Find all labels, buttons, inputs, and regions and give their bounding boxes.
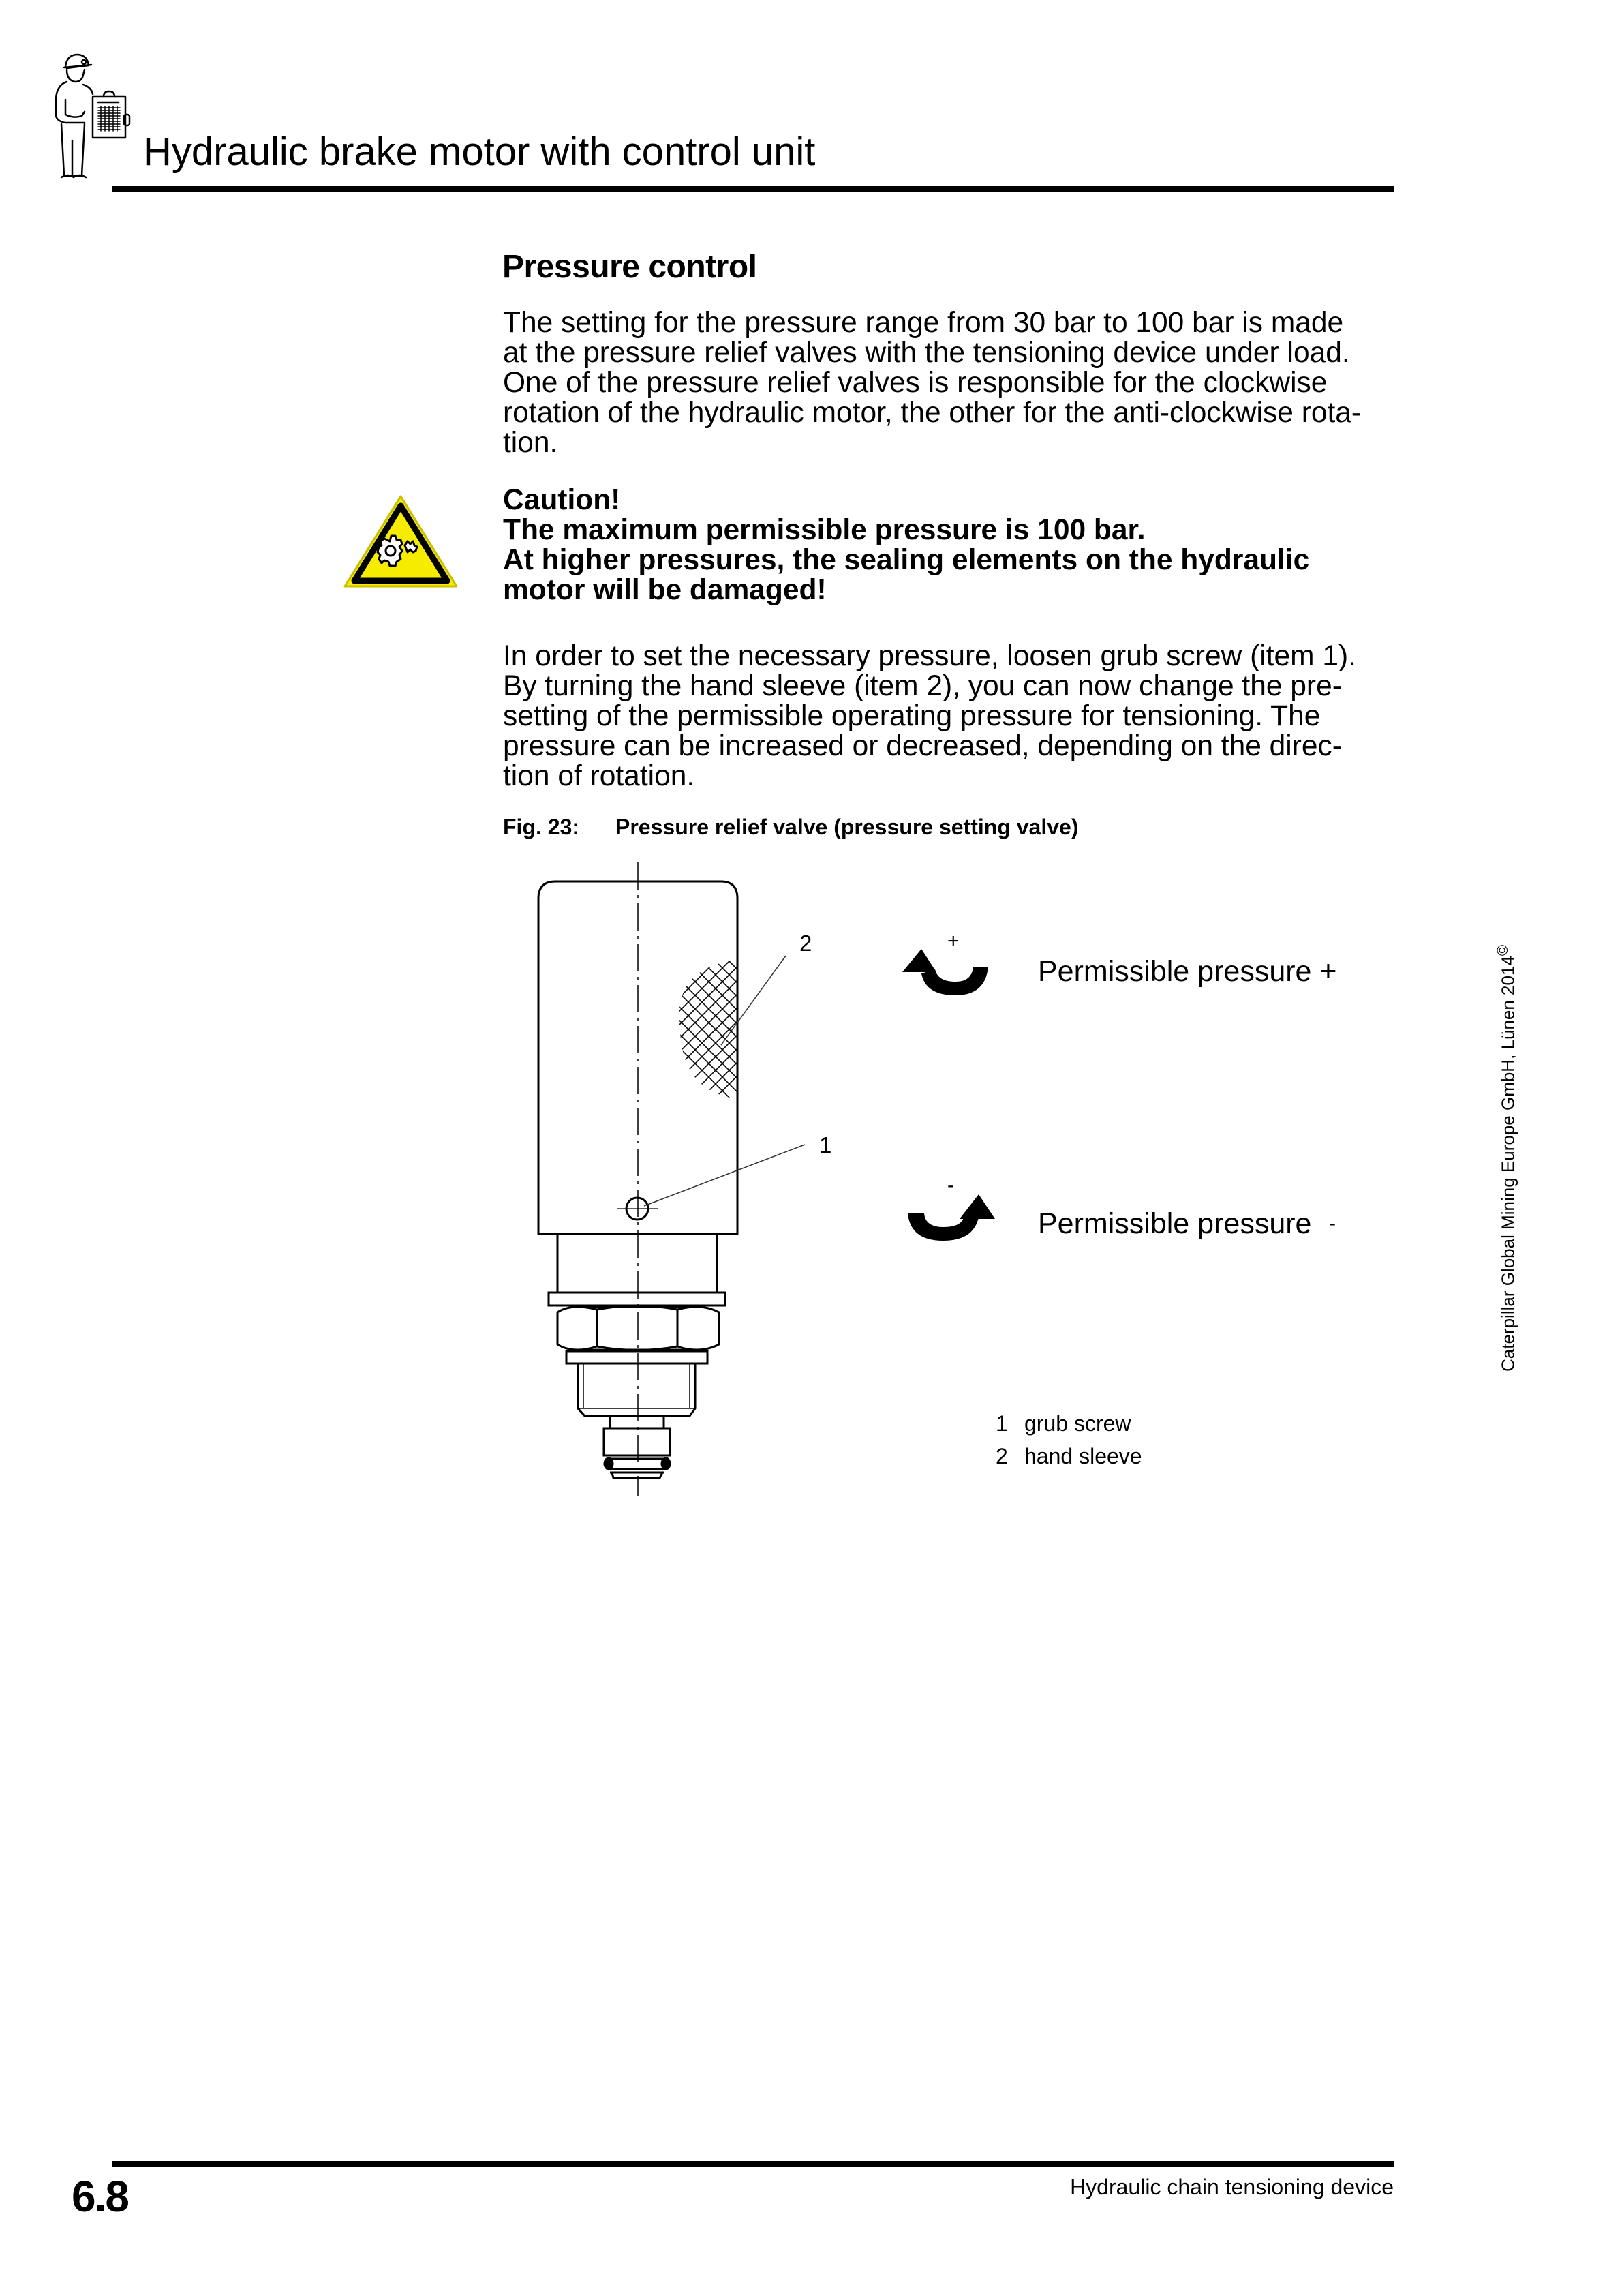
page-number: 6.8 bbox=[72, 2172, 128, 2221]
warning-triangle-broken-gear-icon bbox=[342, 494, 459, 589]
plus-sign: + bbox=[947, 930, 960, 952]
caution-line: The maximum permissible pressure is 100 bar. bbox=[503, 514, 1146, 546]
legend-text: hand sleeve bbox=[1024, 1444, 1142, 1468]
text-line: In order to set the necessary pressure, loosen grub screw (item 1). bbox=[503, 640, 1356, 672]
text-line: at the pressure relief valves with the tensioning device under load. bbox=[503, 337, 1350, 369]
legend-text: grub screw bbox=[1024, 1411, 1131, 1436]
intro-paragraph bbox=[503, 308, 1361, 458]
permissible-pressure-plus-label: Permissible pressure + bbox=[1038, 955, 1337, 988]
caution-line: At higher pressures, the sealing elements on the hydraulic bbox=[503, 544, 1310, 576]
legend-number: 1 bbox=[996, 1411, 1008, 1436]
caution-line: motor will be damaged! bbox=[503, 574, 827, 606]
instruction-paragraph bbox=[503, 641, 1356, 791]
text-line: setting of the permissible operating pressure for tensioning. The bbox=[503, 700, 1321, 732]
permissible-pressure-minus-sign: - bbox=[1329, 1212, 1336, 1235]
legend-number: 2 bbox=[996, 1444, 1008, 1468]
caution-notice bbox=[503, 485, 1309, 605]
rotate-clockwise-arrow-icon bbox=[905, 1193, 998, 1243]
copyright-symbol: © bbox=[1494, 944, 1511, 956]
footer-chapter-title: Hydraulic chain tensioning device bbox=[1070, 2175, 1394, 2199]
text-line: The setting for the pressure range from 30 bar to 100 bar is made bbox=[503, 307, 1344, 339]
copyright-text: Caterpillar Global Mining Europe GmbH, Lünen 2014 bbox=[1497, 956, 1518, 1372]
text-line: By turning the hand sleeve (item 2), you can now change the pre- bbox=[503, 670, 1342, 702]
pressure-relief-valve-drawing bbox=[518, 852, 831, 1507]
section-heading: Pressure control bbox=[502, 249, 757, 285]
header-rule bbox=[112, 186, 1394, 192]
minus-sign: - bbox=[947, 1174, 954, 1196]
worker-with-clipboard-icon bbox=[52, 52, 134, 181]
page-title: Hydraulic brake motor with control unit bbox=[143, 130, 816, 174]
text-line: pressure can be increased or decreased, depending on the direc- bbox=[503, 730, 1342, 762]
copyright-note bbox=[1493, 935, 1520, 1372]
callout-1: 1 bbox=[819, 1132, 832, 1158]
caution-heading: Caution! bbox=[503, 484, 621, 516]
rotate-anticlockwise-arrow-icon bbox=[901, 948, 994, 999]
permissible-pressure-minus-label: Permissible pressure bbox=[1038, 1207, 1312, 1240]
text-line: tion of rotation. bbox=[503, 760, 695, 792]
figure-caption: Pressure relief valve (pressure setting valve) bbox=[615, 815, 1079, 839]
text-line: tion. bbox=[503, 427, 558, 459]
text-line: rotation of the hydraulic motor, the other for the anti-clockwise rota- bbox=[503, 397, 1362, 429]
callout-2: 2 bbox=[799, 931, 812, 956]
footer-rule bbox=[112, 2161, 1394, 2167]
figure-number: Fig. 23: bbox=[503, 815, 580, 839]
text-line: One of the pressure relief valves is responsible for the clockwise bbox=[503, 367, 1328, 399]
